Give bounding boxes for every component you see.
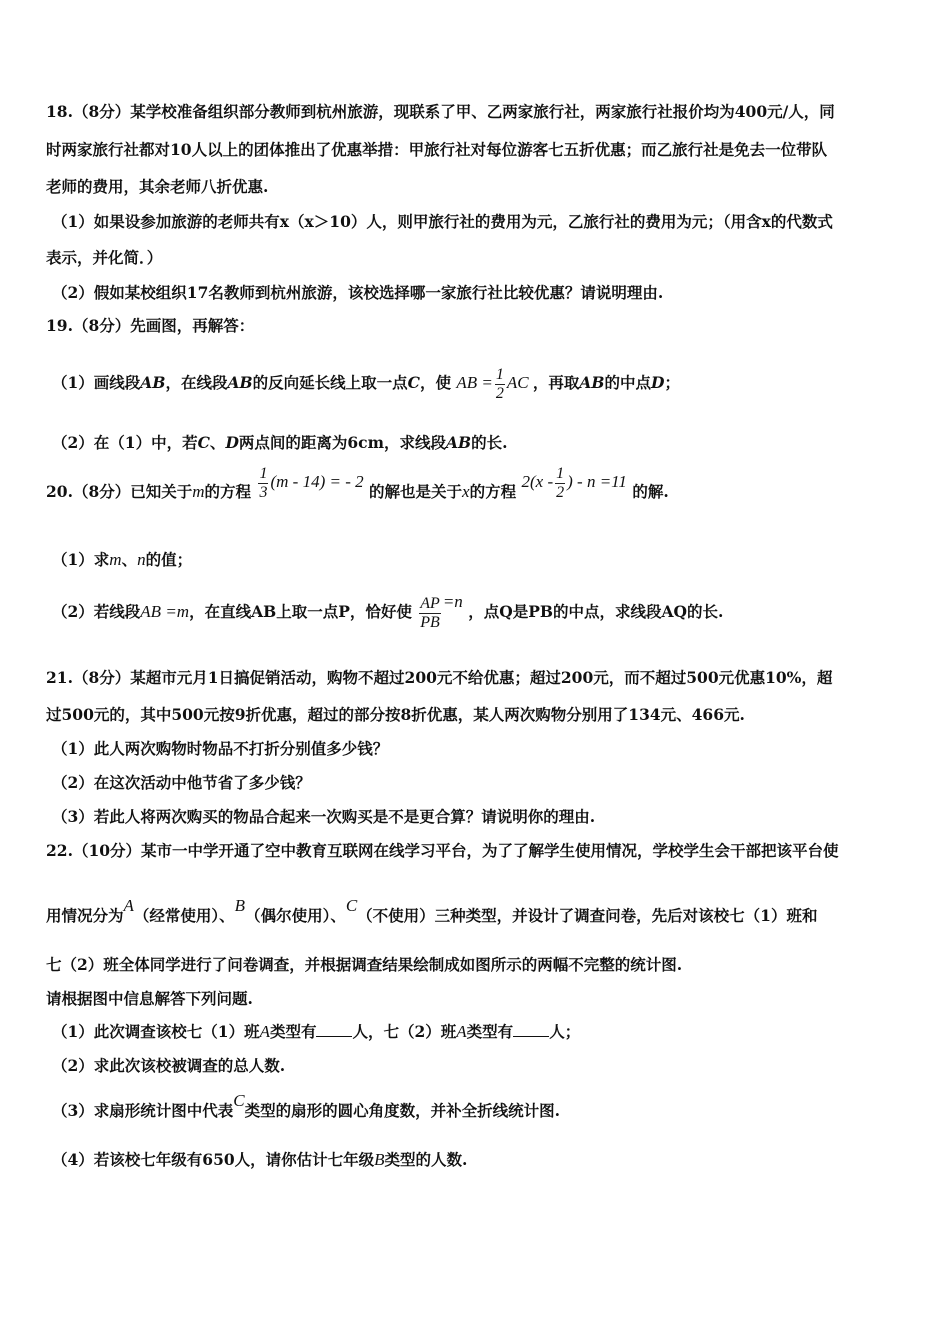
q20-ratio-equation (417, 592, 463, 631)
fraction-numerator: 1 (259, 464, 268, 482)
fraction-denominator: 3 (259, 483, 268, 501)
q21-part3: （3）若此人将两次购买的物品合起来一次购买是不是更合算？请说明你的理由. (52, 807, 596, 826)
type-b-label: B (234, 896, 246, 915)
q20-ratio-rhs: =n (442, 592, 463, 611)
type-a-label: A (456, 1022, 467, 1041)
q19-part2-text-c: 两点间的距离为6cm，求线段 (238, 433, 447, 452)
type-b-label: B (374, 1150, 385, 1169)
q22-text-line2 (46, 896, 910, 936)
fraction-numerator: 1 (495, 365, 504, 383)
point-d-label: D (651, 373, 665, 392)
q18-part1-line2: 表示，并化简．） (46, 248, 163, 267)
q20-part1-text-b: 的值； (145, 550, 193, 569)
q20-part2-equation: AB =m (140, 602, 190, 621)
variable-m: m (192, 482, 205, 501)
q18-part2: （2）假如某校组织17名教师到杭州旅游，该校选择哪一家旅行社比较优惠？请说明理由. (52, 283, 664, 302)
q20-ap-pb-fraction (419, 595, 441, 632)
q18-part1-text-b: 人，则甲旅行社的费用为元，乙旅行社的费用为元；（用含x的代数式 (366, 212, 833, 231)
q20-text-c: 的解也是关于 (369, 482, 463, 501)
q22-text-line3: 七（2）班全体同学进行了问卷调查，并根据调查结果绘制成如图所示的两幅不完整的统计图. (46, 955, 683, 974)
fraction-denominator: PB (420, 613, 440, 631)
q18-heading: 18.（8分）某学校准备组织部分教师到杭州旅游，现联系了甲、乙两家旅行社，两家旅行社报价均为400元/人，同 (46, 102, 835, 121)
q22-text-a: 用情况分为 (46, 906, 124, 925)
q18-part1-variable: x（x＞10） (279, 212, 367, 231)
q21-part1: （1）此人两次购物时物品不打折分别值多少钱？ (52, 739, 389, 758)
q22-part1-text-c: 人，七（2）班 (352, 1022, 457, 1041)
q22-text-line4: 请根据图中信息解答下列问题. (46, 989, 253, 1008)
q19-equation-rhs: AC (506, 373, 529, 392)
q19-equation (456, 365, 532, 402)
fraction-denominator: 2 (556, 483, 565, 501)
q22-part2: （2）求此次该校被调查的总人数. (52, 1056, 286, 1075)
q20-part1-separator: 、 (121, 550, 138, 569)
q19-part1-text-g: ； (664, 373, 680, 392)
q19-part1-text-d: ，使 (419, 373, 451, 392)
q19-heading: 19.（8分）先画图，再解答： (46, 316, 255, 335)
q20-equation-2 (521, 464, 627, 501)
type-a-label: A (123, 896, 134, 915)
variable-x: x (462, 482, 470, 501)
q20-half-fraction (555, 465, 565, 502)
q20-third-fraction (258, 465, 268, 502)
q22-part1 (52, 1021, 910, 1043)
q19-part1-text-a: （1）画线段 (52, 373, 141, 392)
segment-ab-label: AB (579, 373, 605, 392)
q20-equation-2-a: 2(x - (521, 472, 554, 491)
q22-text-d: （不使用）三种类型，并设计了调查问卷，先后对该校七（1）班和 (357, 906, 818, 925)
type-a-label: A (259, 1022, 270, 1041)
q22-part3-text-b: 类型的扇形的圆心角度数，并补全折线统计图. (244, 1101, 561, 1120)
q20-part1-text-a: （1）求 (52, 550, 110, 569)
q20-part2 (52, 590, 910, 634)
q20-text-d: 的方程 (469, 482, 517, 501)
q20-text-e: 的解. (632, 482, 669, 501)
q19-part1-text-b: ，在线段 (165, 373, 228, 392)
q22-part1-text-b: 类型有 (269, 1022, 317, 1041)
q18-text-line2: 时两家旅行社都对10人以上的团体推出了优惠举措：甲旅行社对每位游客七五折优惠；而乙旅行社是免去一位带队 (46, 140, 828, 159)
q20-part1 (52, 549, 910, 571)
q22-part3 (52, 1093, 910, 1129)
q22-part1-text-d: 类型有 (466, 1022, 514, 1041)
q19-part2-text-b: 、 (209, 433, 226, 452)
q20-equation-1-rest: (m - 14) = - 2 (270, 472, 364, 491)
q20-text-a: 20.（8分）已知关于 (46, 482, 193, 501)
q22-part3-text-a: （3）求扇形统计图中代表 (52, 1101, 234, 1120)
q22-part4-text-a: （4）若该校七年级有650人，请你估计七年级 (52, 1150, 375, 1169)
q20-equation-1 (256, 464, 364, 501)
q22-part1-text-a: （1）此次调查该校七（1）班 (52, 1022, 260, 1041)
q19-part1 (52, 363, 910, 403)
q19-part2-text-a: （2）在（1）中，若 (52, 433, 198, 452)
q19-part1-text-e: ，再取 (532, 373, 580, 392)
q19-half-fraction (495, 366, 505, 403)
fraction-numerator: 1 (556, 464, 565, 482)
q19-part1-text-c: 的反向延长线上取一点 (252, 373, 408, 392)
q20-part2-text-b: ，在直线AB上取一点P，恰好使 (189, 602, 412, 621)
segment-ab-label: AB (140, 373, 166, 392)
segment-ab-label: AB (446, 433, 472, 452)
q19-part1-text-f: 的中点 (604, 373, 652, 392)
point-d-label: D (225, 433, 239, 452)
q19-part2 (52, 432, 910, 454)
point-c-label: C (407, 373, 420, 392)
q18-part1 (52, 211, 910, 233)
q18-part1-text-a: （1）如果设参加旅游的老师共有 (52, 212, 280, 231)
q22-text-b: （经常使用）、 (133, 906, 235, 925)
variable-m: m (109, 550, 122, 569)
q20-part2-text-a: （2）若线段 (52, 602, 141, 621)
answer-blank[interactable] (513, 1022, 549, 1037)
answer-blank[interactable] (316, 1022, 352, 1037)
q20-text-b: 的方程 (204, 482, 252, 501)
q21-part2: （2）在这次活动中他节省了多少钱？ (52, 773, 311, 792)
q22-part1-text-e: 人； (549, 1022, 581, 1041)
fraction-denominator: 2 (495, 384, 504, 402)
q19-part2-text-d: 的长. (471, 433, 508, 452)
variable-n: n (137, 550, 146, 569)
q20-part2-text-c: ，点Q是PB的中点，求线段AQ的长. (468, 602, 724, 621)
q19-equation-lhs: AB = (456, 373, 493, 392)
q20-heading (46, 464, 910, 514)
q20-equation-2-b: ) - n =11 (567, 472, 627, 491)
q22-part4 (52, 1149, 910, 1171)
q22-part4-text-b: 类型的人数. (384, 1150, 468, 1169)
q21-heading: 21.（8分）某超市元月1日搞促销活动，购物不超过200元不给优惠；超过200元，而不超过500元优惠10%，超 (46, 668, 833, 687)
type-c-label: C (345, 896, 358, 915)
q21-text-line2: 过500元的，其中500元按9折优惠，超过的部分按8折优惠，某人两次购物分别用了134元、466元. (46, 705, 745, 724)
q22-heading: 22.（10分）某市一中学开通了空中教育互联网在线学习平台，为了了解学生使用情况，学校学生会干部把该平台使 (46, 841, 839, 860)
fraction-numerator: AP (420, 594, 440, 612)
type-c-label: C (233, 1091, 245, 1110)
q18-text-line3: 老师的费用，其余老师八折优惠. (46, 177, 269, 196)
point-c-label: C (197, 433, 210, 452)
q22-text-c: （偶尔使用）、 (245, 906, 346, 925)
segment-ab-label: AB (227, 373, 253, 392)
